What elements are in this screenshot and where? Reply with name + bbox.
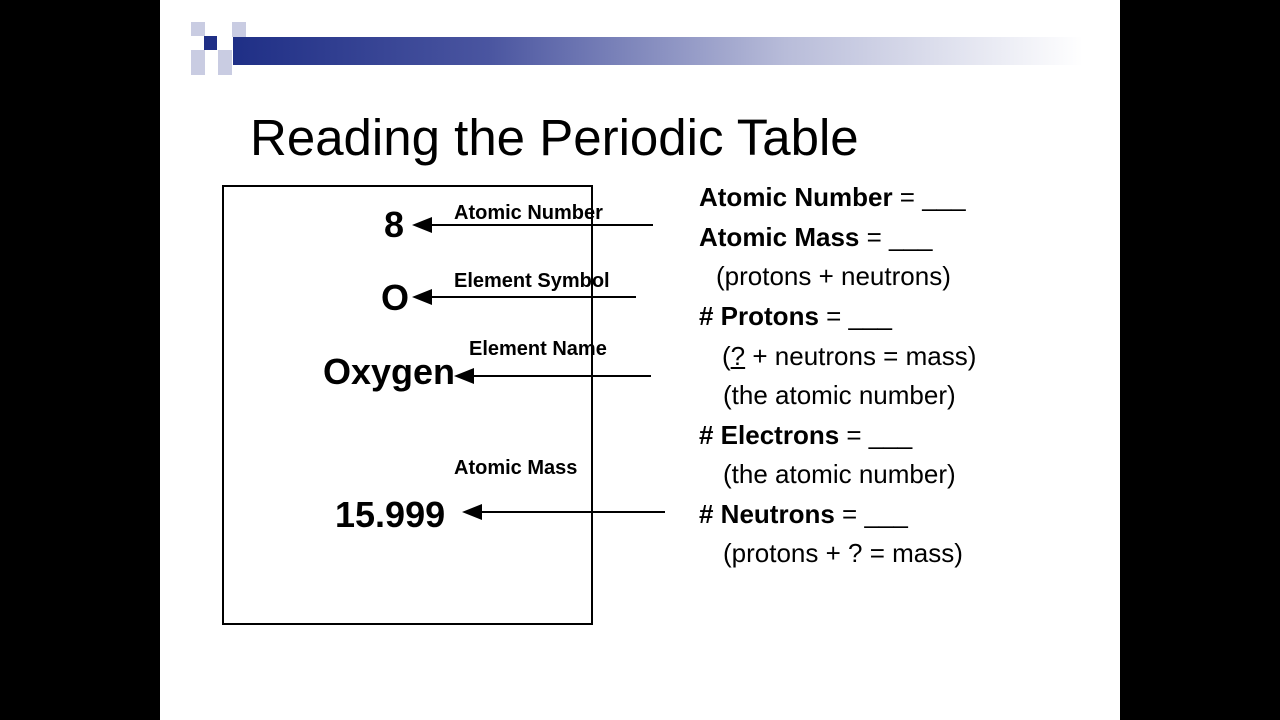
formula-neutrons-blank: = ___ — [834, 499, 908, 529]
formula-atomic-number — [699, 182, 966, 213]
slide — [160, 0, 1120, 720]
formula-electrons-note: (the atomic number) — [723, 459, 956, 489]
formula-atomic-number-label: Atomic Number — [699, 182, 893, 212]
formula-atomic-mass-blank: = ___ — [859, 222, 933, 252]
formula-electrons-label: # Electrons — [699, 420, 840, 450]
protons-note-question: ? — [730, 341, 746, 371]
formula-atomic-mass-label: Atomic Mass — [699, 222, 860, 252]
formula-electrons-blank: = ___ — [839, 420, 913, 450]
formula-atomic-mass-note: (protons + neutrons) — [716, 261, 951, 291]
protons-note-open: ( — [722, 341, 731, 371]
formula-protons-note2: (the atomic number) — [723, 380, 956, 410]
formula-protons-blank: = ___ — [818, 301, 892, 331]
formula-atomic-mass — [699, 222, 932, 253]
callout-atomic-number: Atomic Number — [454, 202, 603, 224]
formula-electrons — [699, 420, 912, 451]
formula-neutrons-note: (protons + ? = mass) — [723, 538, 963, 568]
atomic-mass-value: 15.999 — [335, 494, 446, 535]
slide-title: Reading the Periodic Table — [250, 109, 859, 166]
formula-neutrons-label: # Neutrons — [699, 499, 835, 529]
callout-element-symbol: Element Symbol — [454, 270, 610, 292]
element-symbol: O — [381, 277, 410, 318]
formula-protons-note — [722, 341, 976, 372]
protons-note-rest: + neutrons = mass) — [745, 341, 977, 371]
formula-protons-label: # Protons — [699, 301, 819, 331]
formula-neutrons — [699, 499, 908, 530]
element-name: Oxygen — [323, 351, 456, 392]
callout-atomic-mass: Atomic Mass — [454, 457, 578, 479]
atomic-number-value: 8 — [384, 204, 405, 245]
formula-protons — [699, 301, 892, 332]
callout-element-name: Element Name — [469, 338, 607, 360]
formula-atomic-number-blank: = ___ — [892, 182, 966, 212]
